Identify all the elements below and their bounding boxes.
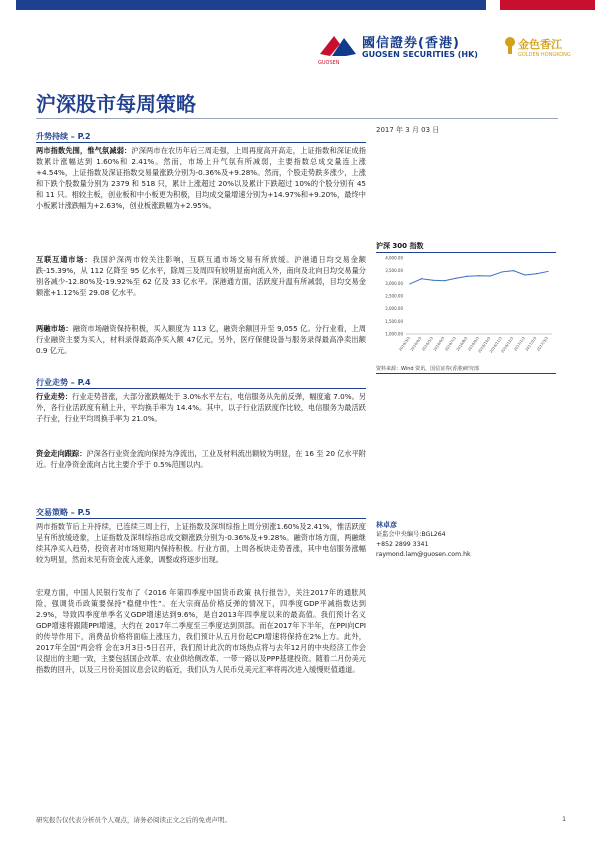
x-tick-label: 2016/11/3: [488, 336, 503, 354]
series-point: [513, 270, 514, 271]
analyst-reg: 证监会中央编号:BGL264: [376, 531, 446, 538]
section-divider-2: [36, 388, 366, 389]
paragraph-6-text: 两市指数节后上升持续，已连续三周上行，上证指数及深圳综指上周分别涨1.60%及2.41%，惟活跃度呈有所放缓迹象，上证指数及深圳综指总成交额涨跌分别为-0.36%及+9.28%。融资市场方面，两融继续其净买入趋势，投资者对市场短期内保持积极。行业方面，上周各板块走势普涨，其中电信服务涨幅较为明显，然而未见有资金流入迹象，调整或将逐步出现。: [36, 522, 366, 564]
x-tick-label: 2016/12/3: [500, 336, 515, 354]
series-point: [524, 274, 525, 275]
series-point: [432, 280, 433, 281]
section-head-3: 交易策略 – P.5: [36, 508, 91, 517]
series-point: [455, 278, 456, 279]
logo-small: GUOSEN: [318, 60, 340, 66]
analyst-phone: +852 2899 3341: [376, 541, 429, 548]
x-tick-label: 2016/5/3: [421, 336, 434, 352]
paragraph-1: [36, 145, 366, 211]
golden-hongkong-logo: [504, 34, 574, 64]
paragraph-4-text: 行业走势普涨，大部分涨跌幅处于 3.0%水平左右，电信服务从先前反弹，幅度逾 7.0%。另外，各行业活跃度有稍上升，平均换手率为 14.4%。其中，以子行业活跃度作比较，电信服务为最活跃子行业，行业平均周换手率为 21.0%。: [36, 392, 366, 423]
paragraph-4-lead: 行业走势：: [36, 392, 73, 401]
page-title: 沪深股市每周策略: [36, 92, 196, 116]
series-point: [421, 278, 422, 279]
paragraph-2-text: 我国沪深两市较关注影响，互联互通市场交易有所放缓。沪港通日均交易金额跌-15.39%，从 112 亿降至 95 亿水平，除周三及周四有较明显南向流入外，南向及北向日均交易量分别各减少-12.80%及-19.92%至 62 亿及 33 亿水平。深港通方面，活跃度升温有所减弱，目均交易金额涨+1.12%至 29.08 亿水平。: [36, 255, 366, 297]
golden-hongkong-icon: [504, 36, 516, 54]
section-head-2: 行业走势 – P.4: [36, 378, 91, 387]
chart-source: 资料来源：Wind 资讯，国信证券(香港)研究部: [376, 366, 480, 372]
paragraph-5-lead: 资金走向跟踪：: [36, 449, 87, 458]
series-line: [410, 271, 548, 284]
paragraph-2-lead: 互联互通市场：: [36, 255, 93, 264]
top-banner-red: [500, 0, 595, 10]
y-tick-label: 2,500.00: [385, 293, 403, 299]
analyst-email[interactable]: raymond.lam@guosen.com.hk: [376, 551, 471, 558]
section-divider-3: [36, 518, 366, 519]
y-tick-label: 3,000.00: [385, 280, 403, 286]
series-point: [490, 275, 491, 276]
paragraph-5-text: 沪深各行业资金流向保持为净流出，工业及材料流出额较为明显，在 16 至 20 亿水平附近。行业净资金流向占比主要介乎于 0.5%范围以内。: [36, 449, 366, 469]
y-tick-label: 4,000.00: [385, 255, 403, 261]
paragraph-3: [36, 323, 366, 356]
y-tick-label: 1,500.00: [385, 318, 403, 324]
series-point: [478, 275, 479, 276]
analyst-contact: [376, 520, 556, 560]
chart-title-divider: [376, 252, 556, 253]
section-divider-1: [36, 142, 366, 143]
guosen-logo-icon: [318, 32, 358, 58]
logo2-en: GOLDEN HONGKONG: [518, 52, 571, 58]
x-tick-label: 2017/3/3: [536, 336, 549, 352]
paragraph-1-lead: 两市指数先围，惟气氛减弱：: [36, 146, 132, 155]
paragraph-7: [36, 587, 366, 675]
paragraph-7-text: 宏观方面，中国人民银行发布了《2016 年第四季度中国货币政策 执行报告》，关注2017年的通胀风险，强调货币政策要保持“稳健中性”。在大宗商品价格反弹的情况下，四季度GDP平减指数达到 2.9%，导致四季度单季名义GDP增速达到9.6%，是自2013年四季度以来的最高值。我们预计名义GDP增速将跟随PPI增速，大约在 2017年二季度至三季度达到顶部。而在2017年下半年，在PPI向CPI的传导作用下，消费品价格将面临上涨压力，我们预计从五月份起CPI增速将保持在2%上方。此外，2017年全国“两会将 会在3月3日-5日召开，我们预计此次的市场热点将与去年12月的中央经济工作会议提出的主题一致，主要包括国企改革、农业供给侧改革、一带一路以及PPP基建投资。随着二月份美元指数的回升，以及三月份美国议息会议的临近，我们认为人民币兑美元汇率将再次进入缓慢贬值通道。: [36, 588, 366, 674]
logo2-cn: 金色香江: [518, 38, 562, 51]
page-number: 1: [562, 815, 567, 823]
series-point: [536, 273, 537, 274]
logo-cn: 國信證券(香港): [362, 36, 460, 51]
source-divider: [376, 373, 556, 374]
x-tick-label: 2017/2/3: [524, 336, 538, 352]
series-point: [467, 276, 468, 277]
top-banner-blue: [16, 0, 486, 10]
paragraph-5: [36, 448, 366, 470]
x-tick-label: 2016/10/3: [477, 336, 492, 354]
paragraph-3-lead: 两融市场：: [36, 324, 73, 333]
paragraph-2: [36, 254, 366, 298]
x-tick-label: 2016/4/3: [409, 336, 423, 352]
y-tick-label: 1,000.00: [385, 331, 403, 337]
x-tick-label: 2016/7/3: [444, 336, 457, 352]
x-tick-label: 2016/3/3: [398, 336, 411, 352]
y-tick-label: 3,500.00: [385, 268, 403, 274]
section-head-1: 升势持续 – P.2: [36, 132, 91, 141]
series-point: [409, 283, 410, 284]
series-point: [501, 271, 502, 272]
x-tick-label: 2016/8/3: [455, 336, 469, 352]
y-tick-label: 2,000.00: [385, 306, 403, 312]
chart-title: 沪深 300 指数: [376, 242, 424, 250]
analyst-name: 林卓彦: [376, 521, 397, 529]
x-tick-label: 2017/1/3: [513, 336, 526, 352]
x-tick-label: 2016/6/3: [432, 336, 446, 352]
top-banner: [0, 0, 595, 14]
x-tick-label: 2016/9/3: [467, 336, 480, 352]
title-divider: [36, 118, 558, 119]
guosen-logo: [318, 30, 498, 66]
series-point: [547, 271, 548, 272]
report-date: 2017 年 3 月 03 日: [376, 126, 440, 134]
disclaimer-footer: 研究报告仅代表分析员个人观点，请务必阅读正文之后的免责声明。: [36, 816, 231, 824]
logo-en: GUOSEN SECURITIES (HK): [362, 50, 478, 59]
series-point: [444, 280, 445, 281]
csi300-line-chart: [376, 254, 556, 362]
paragraph-6: [36, 521, 366, 565]
paragraph-3-text: 融资市场融资保持积极，买入额度为 113 亿，融资余额回升至 9,055 亿。分行业看，上周行业融资主要为买入，材料录得最高净买入额 47亿元，另外，医疗保健设备与服务录得最高净卖出额 0.9 亿元。: [36, 324, 366, 355]
paragraph-4: [36, 391, 366, 424]
paragraph-1-text: 沪深两市在农历年后三周走强，上周再度高开高走，上证指数和深证成指数累计涨幅达到 1.60%和 2.41%。然而，市场上升气氛有所减弱，主要指数总成交量连上涨+4.54%，上证指数及深证指数交易量涨跌分别为-0.36%及+9.28%。然而，个股走势跌多涨少，上涨和下跌个股数量分别为 2379 和 518 只，累计上涨超过 20%以及累计下跌超过 10%的个股分别有 45 和 11 只。相较主板，创业板和中小板更为积极，目均成交量增速分别为+14.97%和+9.20%，最终中小板累计涨跌幅为+2.63%，创业板涨跌幅为+2.95%。: [36, 146, 366, 210]
